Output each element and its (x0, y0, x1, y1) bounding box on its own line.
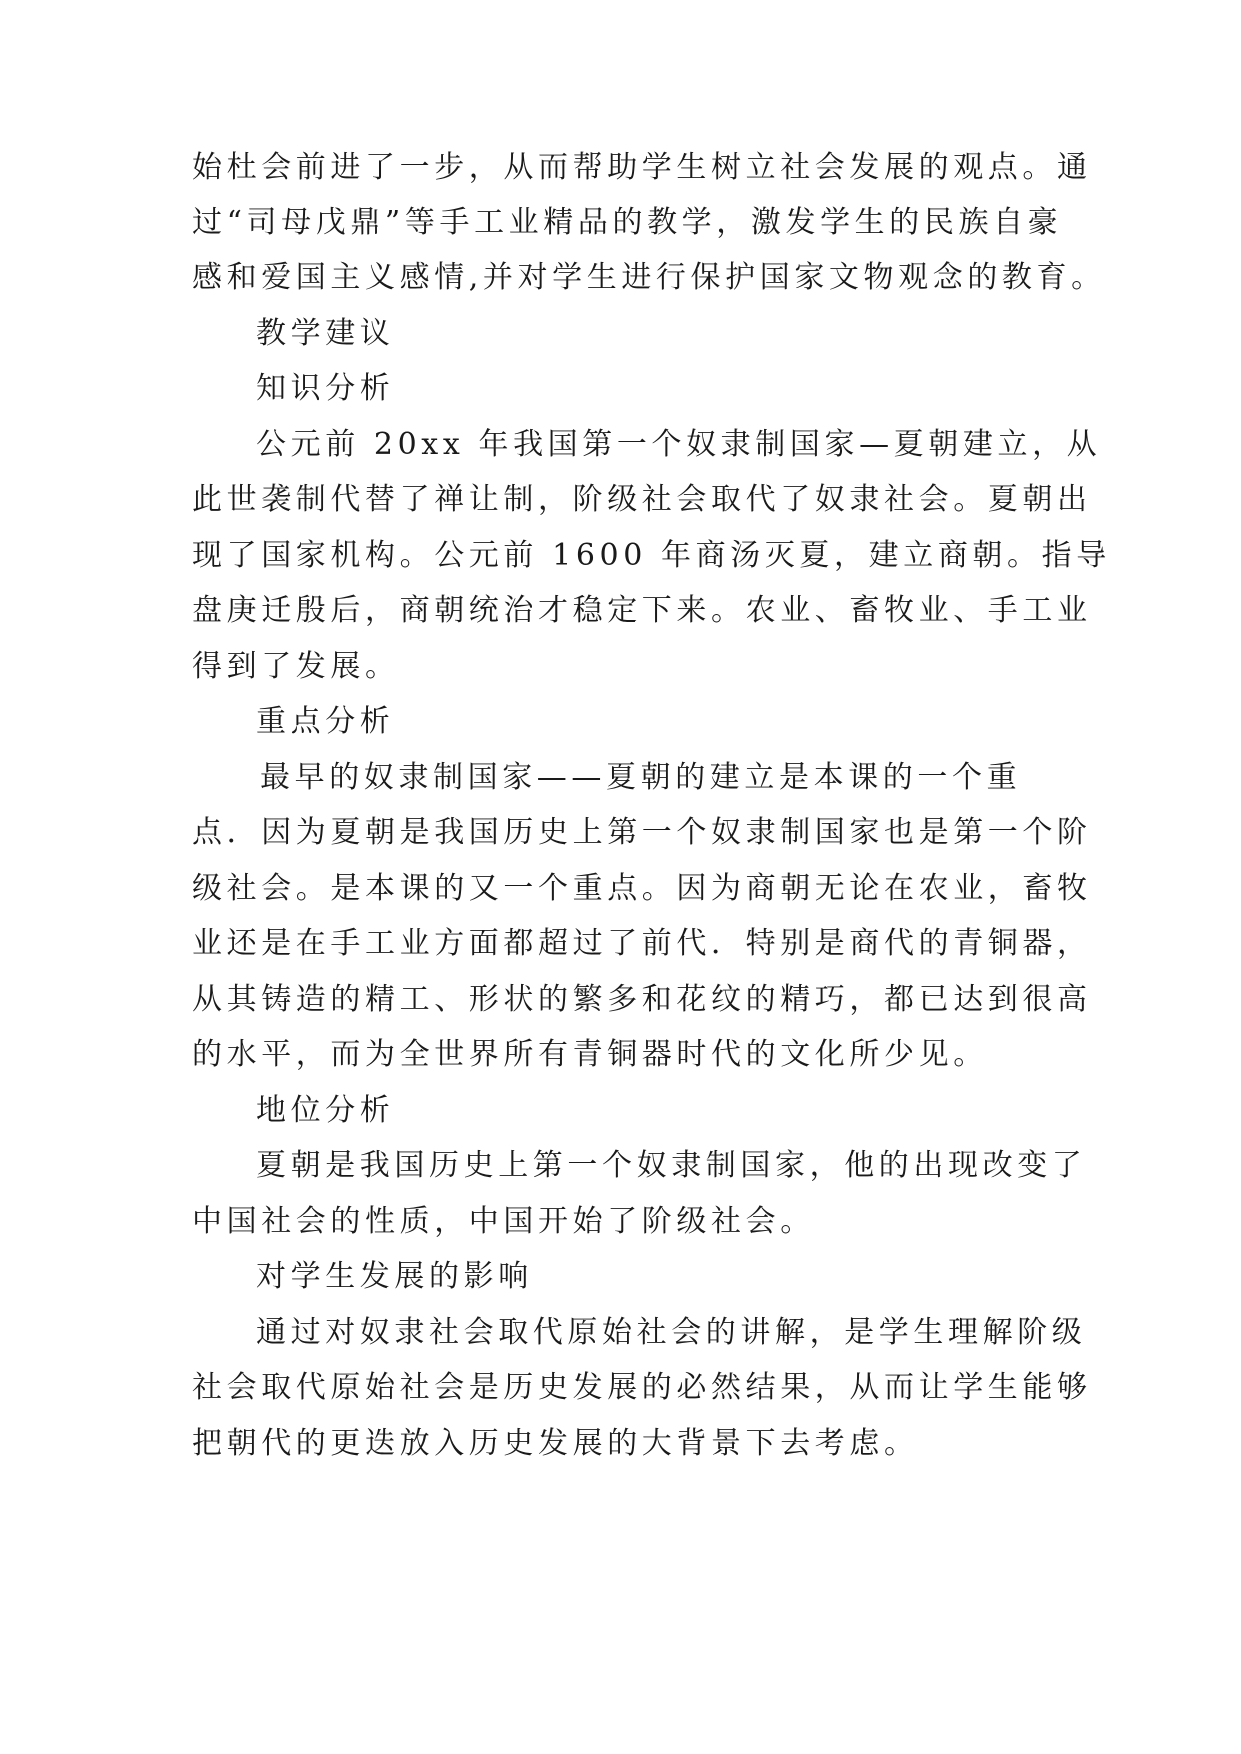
section-heading-student-development-impact: 对学生发展的影响 (256, 1259, 533, 1294)
paragraph-line: 点．因为夏朝是我国历史上第一个奴隶制国家也是第一个阶 (192, 815, 1092, 850)
paragraph-line: 通过对奴隶社会取代原始社会的讲解，是学生理解阶级 (256, 1315, 1087, 1350)
paragraph-line: 最早的奴隶制国家——夏朝的建立是本课的一个重 (260, 760, 1022, 795)
section-heading-key-point-analysis: 重点分析 (256, 704, 395, 739)
paragraph-line: 夏朝是我国历史上第一个奴隶制国家，他的出现改变了 (256, 1148, 1087, 1183)
paragraph-line: 感和爱国主义感情,并对学生进行保护国家文物观念的教育。 (192, 260, 1106, 295)
paragraph-line: 始杜会前进了一步，从而帮助学生树立社会发展的观点。通 (192, 150, 1092, 185)
paragraph-line: 业还是在手工业方面都超过了前代．特别是商代的青铜器， (192, 926, 1092, 961)
paragraph-line: 得到了发展。 (192, 649, 400, 684)
paragraph-line: 的水平，而为全世界所有青铜器时代的文化所少见。 (192, 1037, 988, 1072)
paragraph-line: 从其铸造的精工、形状的繁多和花纹的精巧，都已达到很高 (192, 982, 1092, 1017)
paragraph-line: 此世袭制代替了禅让制，阶级社会取代了奴隶社会。夏朝出 (192, 482, 1092, 517)
section-heading-teaching-suggestions: 教学建议 (256, 316, 395, 351)
paragraph-line: 中国社会的性质，中国开始了阶级社会。 (192, 1204, 815, 1239)
paragraph-line: 把朝代的更迭放入历史发展的大背景下去考虑。 (192, 1426, 919, 1461)
paragraph-line: 公元前 20xx 年我国第一个奴隶制国家—夏朝建立，从 (256, 427, 1102, 462)
section-heading-status-analysis: 地位分析 (256, 1093, 395, 1128)
paragraph-line: 社会取代原始社会是历史发展的必然结果，从而让学生能够 (192, 1370, 1092, 1405)
paragraph-line: 过“司母戊鼎”等手工业精品的教学，激发学生的民族自豪 (192, 205, 1063, 240)
paragraph-line: 盘庚迁殷后，商朝统治才稳定下来。农业、畜牧业、手工业 (192, 593, 1092, 628)
paragraph-line: 级社会。是本课的又一个重点。因为商朝无论在农业，畜牧 (192, 871, 1092, 906)
paragraph-line: 现了国家机构。公元前 1600 年商汤灭夏，建立商朝。指导 (192, 538, 1111, 573)
section-heading-knowledge-analysis: 知识分析 (256, 371, 395, 406)
